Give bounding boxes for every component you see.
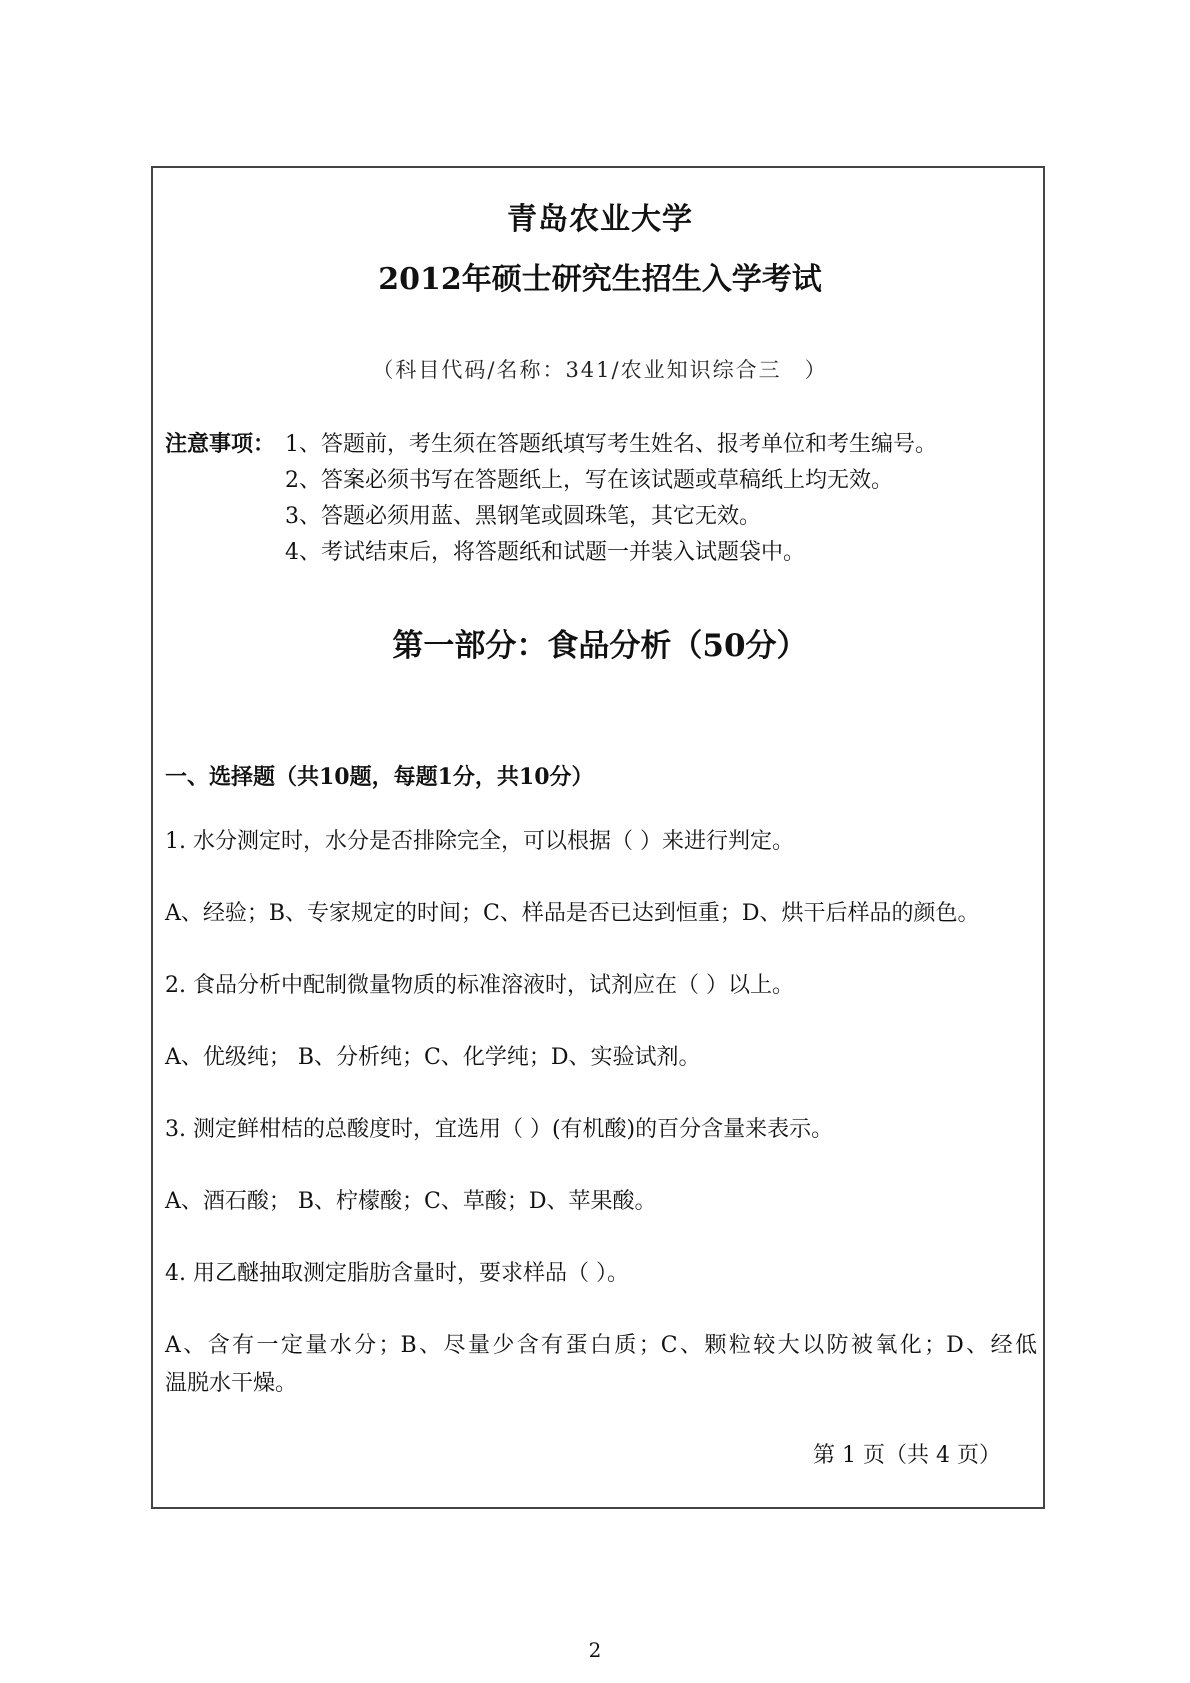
notice-label: 注意事项： <box>165 431 276 457</box>
notice-item: 1、答题前，考生须在答题纸填写考生姓名、报考单位和考生编号。 <box>285 432 937 457</box>
notice-item: 2、答案必须书写在答题纸上，写在该试题或草稿纸上均无效。 <box>285 468 893 493</box>
subject-code: （科目代码/名称：341/农业知识综合三 ） <box>372 358 828 382</box>
question-options: A、含有一定量水分；B、尽量少含有蛋白质；C、颗粒较大以防被氧化；D、经低 <box>165 1333 1037 1358</box>
question-stem: 1. 水分测定时，水分是否排除完全，可以根据（ ）来进行判定。 <box>165 829 794 854</box>
footer-page-number: 2 <box>588 1638 602 1662</box>
section-title: 一、选择题（共10题，每题1分，共10分） <box>165 764 594 790</box>
page-indicator: 第 1 页（共 4 页） <box>813 1443 1001 1468</box>
exam-title: 2012年硕士研究生招生入学考试 <box>378 262 822 297</box>
notice-item: 3、答题必须用蓝、黑钢笔或圆珠笔，其它无效。 <box>285 504 761 529</box>
question-options: A、酒石酸； B、柠檬酸；C、草酸；D、苹果酸。 <box>165 1189 657 1214</box>
question-stem: 2. 食品分析中配制微量物质的标准溶液时，试剂应在（ ）以上。 <box>165 973 794 998</box>
exam-page-frame <box>151 166 1045 1509</box>
question-stem: 3. 测定鲜柑桔的总酸度时，宜选用（ ）(有机酸)的百分含量来表示。 <box>165 1117 834 1142</box>
question-options: 温脱水干燥。 <box>165 1371 298 1396</box>
school-name: 青岛农业大学 <box>507 202 693 237</box>
notice-item: 4、考试结束后，将答题纸和试题一并装入试题袋中。 <box>285 540 805 565</box>
question-stem: 4. 用乙醚抽取测定脂肪含量时，要求样品（ ）。 <box>165 1261 629 1286</box>
question-options: A、优级纯； B、分析纯；C、化学纯；D、实验试剂。 <box>165 1045 701 1070</box>
part-title: 第一部分：食品分析（50分） <box>392 628 808 664</box>
question-options: A、经验；B、专家规定的时间；C、样品是否已达到恒重；D、烘干后样品的颜色。 <box>165 901 980 926</box>
